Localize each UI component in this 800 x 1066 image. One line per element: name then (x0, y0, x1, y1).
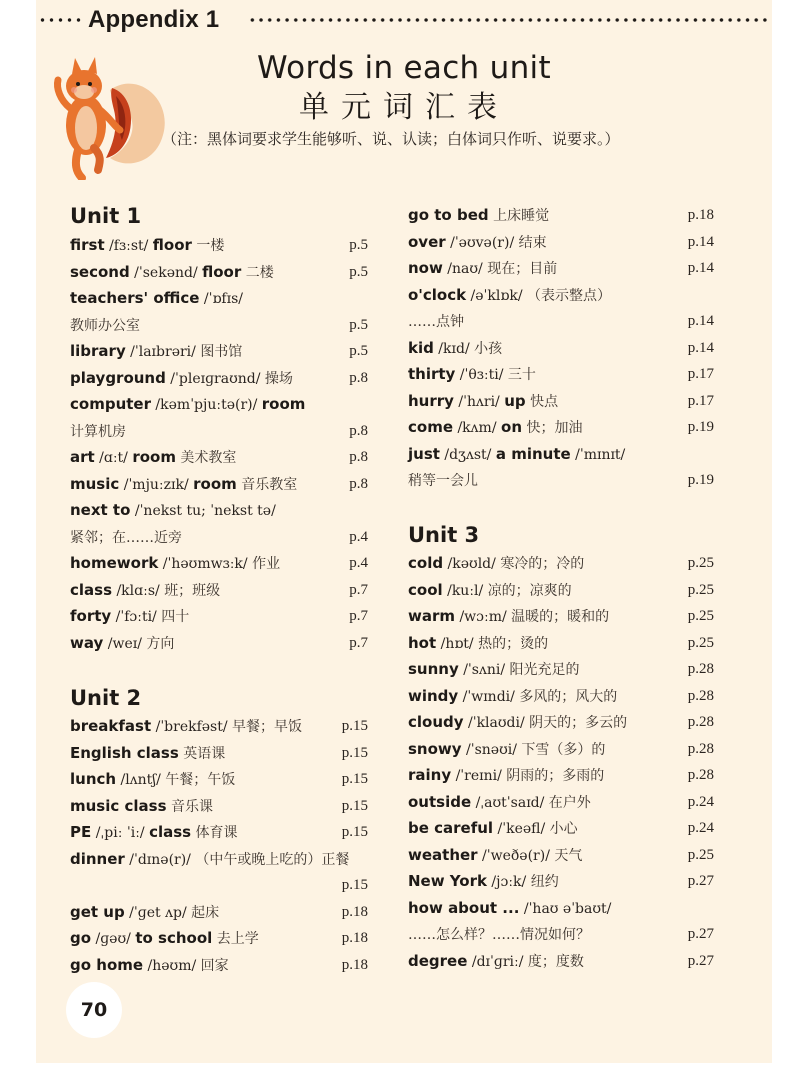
phonetic: /ˈbrekfəst/ (151, 719, 233, 735)
chinese-meaning: 纽约 (530, 874, 559, 890)
phonetic: /hɒt/ (436, 635, 479, 652)
english-word: on (501, 418, 522, 436)
vocab-entry (408, 630, 548, 656)
vocab-entry (408, 736, 605, 762)
page-reference: p.19 (687, 419, 714, 435)
phonetic: /kɪd/ (433, 340, 475, 357)
vocab-entry (70, 925, 259, 951)
english-word: forty (70, 607, 112, 625)
vocab-entry (408, 441, 625, 467)
vocab-entry (408, 388, 558, 414)
vocab-entry (70, 259, 274, 285)
chinese-meaning: 起床 (191, 904, 220, 921)
chinese-meaning: 音乐课 (166, 798, 213, 815)
phonetic: /klɑːs/ (112, 582, 165, 599)
chinese-meaning: 凉的；凉爽的 (487, 582, 572, 599)
chinese-meaning: 在户外 (548, 794, 591, 811)
english-word: a minute (495, 444, 571, 463)
vocab-entry (70, 603, 189, 629)
chinese-meaning: 稍等一会儿 (408, 473, 478, 489)
phonetic: /ˌpiː ˈiː/ (91, 825, 150, 841)
english-word: be careful (408, 819, 494, 837)
chinese-meaning: 小心 (549, 821, 578, 837)
page-reference: p.14 (687, 313, 714, 329)
page-reference: p.25 (687, 555, 714, 571)
english-word: kid (408, 338, 434, 357)
phonetic: /ˈreɪni/ (451, 768, 507, 784)
chinese-meaning: 一楼 (191, 238, 225, 254)
english-word: New York (408, 872, 487, 890)
phonetic: /ˈhʌri/ (453, 393, 505, 410)
page-reference: p.18 (341, 956, 368, 973)
page-number-badge (66, 982, 122, 1038)
chinese-title: 单元词汇表 (299, 90, 509, 125)
page-reference: p.28 (687, 687, 714, 704)
vocab-entry (70, 285, 243, 311)
phonetic: /kʌm/ (453, 420, 502, 436)
vocab-entry (408, 282, 611, 308)
phonetic: /ˈmɪnɪt/ (570, 446, 626, 463)
vocab-entry (70, 418, 126, 444)
phonetic: /lʌntʃ/ (116, 772, 166, 788)
chinese-meaning: 小孩 (474, 340, 503, 357)
phonetic: /fɜːst/ (104, 238, 153, 254)
chinese-meaning: 教师办公室 (70, 317, 140, 334)
chinese-meaning: 作业 (252, 556, 281, 572)
english-word: go (70, 929, 92, 947)
page-reference: p.7 (349, 608, 368, 624)
phonetic: /ˈsekənd/ (129, 264, 203, 281)
page-reference: p.18 (341, 903, 368, 920)
page-reference: p.15 (341, 744, 368, 761)
vocab-entry (408, 577, 572, 603)
page-reference: p.14 (687, 260, 714, 276)
chinese-meaning: 下雪（多）的 (521, 741, 606, 758)
vocab-entry (408, 709, 627, 735)
english-word: hurry (408, 391, 454, 410)
phonetic: /ˈɡet ʌp/ (124, 904, 192, 921)
english-word: lunch (70, 770, 117, 788)
english-word: snowy (408, 739, 462, 758)
vocab-entry (70, 444, 236, 470)
page-reference: p.28 (687, 767, 714, 783)
english-word: over (408, 232, 446, 251)
page-reference: p.8 (349, 422, 368, 439)
page-reference: p.5 (349, 263, 368, 280)
page-reference: p.7 (349, 634, 368, 651)
phonetic: /dʒʌst/ (439, 446, 496, 463)
english-word: homework (70, 554, 159, 572)
vocab-entry (408, 921, 590, 947)
phonetic: /kuːl/ (442, 582, 488, 599)
english-word: cloudy (408, 713, 464, 731)
dotted-rule-left (38, 17, 82, 23)
chinese-meaning: 回家 (200, 957, 229, 974)
vocab-entry (70, 577, 220, 603)
english-word: room (193, 474, 237, 493)
appendix-title: Appendix 1 (88, 6, 220, 33)
chinese-meaning: ……怎么样？……情况如何？ (408, 927, 590, 943)
english-word: warm (408, 607, 456, 625)
chinese-meaning: 操场 (264, 370, 293, 387)
page-reference: p.28 (687, 740, 714, 757)
vocab-entry (70, 793, 213, 819)
dotted-rule-right (248, 17, 770, 23)
english-word: now (408, 259, 443, 277)
english-word: playground (70, 368, 166, 387)
vocab-entry (408, 603, 609, 629)
page-reference: p.28 (687, 661, 714, 677)
page-reference: p.15 (341, 824, 368, 840)
chinese-meaning: 方向 (146, 635, 175, 652)
chinese-meaning: 四十 (161, 609, 190, 625)
vocab-entry (408, 656, 580, 682)
usage-note: （注：黑体词要求学生能够听、说、认读；白体词只作听、说要求。） (162, 130, 620, 148)
english-word: come (408, 418, 453, 436)
phonetic: /ˈpleɪɡraʊnd/ (165, 370, 265, 387)
vocab-entry (70, 846, 349, 872)
chinese-meaning: 计算机房 (70, 423, 126, 440)
vocab-entry (70, 524, 182, 550)
chinese-meaning: 阴雨的；多雨的 (506, 768, 605, 784)
vocab-entry (408, 202, 549, 228)
page-reference: p.25 (687, 608, 714, 624)
english-word: English class (70, 743, 179, 762)
vocab-entry (70, 899, 219, 925)
chinese-meaning: 紧邻；在……近旁 (70, 529, 182, 546)
page-reference: p.25 (687, 581, 714, 598)
vocab-entry (408, 683, 617, 709)
english-word: way (70, 633, 104, 652)
english-word: how about ... (408, 898, 520, 917)
phonetic: /ˈθɜːti/ (455, 367, 508, 383)
vocab-entry (408, 895, 611, 921)
unit-1-heading: Unit 1 (70, 204, 142, 228)
phonetic: /ˈmjuːzɪk/ (119, 476, 194, 493)
english-word: class (70, 580, 113, 599)
phonetic: /ˈəʊvə(r)/ (445, 234, 519, 251)
chinese-meaning: 热的；烫的 (478, 635, 549, 652)
chinese-meaning: 图书馆 (200, 344, 243, 360)
page-reference: p.27 (687, 873, 714, 889)
vocab-entry (408, 842, 582, 868)
chinese-meaning: （表示整点） (526, 287, 611, 304)
chinese-meaning: 音乐教室 (236, 476, 298, 493)
phonetic: /ˈweðə(r)/ (477, 847, 555, 864)
page-reference: p.8 (349, 475, 368, 492)
english-word: teachers' office (70, 289, 200, 307)
english-word: go to bed (408, 206, 489, 224)
chinese-meaning: 阳光充足的 (509, 662, 580, 678)
phonetic: /ˈnekst tu; ˈnekst tə/ (130, 503, 276, 519)
english-word: windy (408, 686, 459, 705)
vocab-entry (70, 365, 293, 391)
phonetic: /ˈhəʊmwɜːk/ (158, 556, 253, 572)
page-reference: p.17 (687, 392, 714, 409)
page-reference: p.18 (687, 207, 714, 223)
vocab-entry (70, 471, 297, 497)
vocab-entry (70, 952, 229, 978)
english-word: dinner (70, 849, 125, 868)
unit-3-heading: Unit 3 (408, 523, 480, 547)
page-reference: p.15 (341, 718, 368, 734)
phonetic: /dɪˈɡriː/ (467, 953, 528, 970)
chinese-meaning: 现在；目前 (487, 261, 558, 277)
phonetic: /ɑːt/ (94, 450, 133, 466)
page-reference: p.15 (341, 797, 368, 814)
phonetic: /həʊm/ (143, 957, 201, 974)
page-reference: p.18 (341, 930, 368, 946)
english-word: next to (70, 501, 131, 519)
vocab-entry (70, 391, 305, 417)
chinese-meaning: 寒冷的；冷的 (500, 556, 585, 572)
chinese-meaning: 阴天的；多云的 (529, 715, 628, 731)
page-reference: p.4 (349, 555, 368, 571)
phonetic: /ˈkeəfl/ (493, 821, 550, 837)
vocab-entry (70, 713, 302, 739)
english-word: floor (152, 236, 192, 254)
vocab-entry (70, 740, 225, 766)
english-word: sunny (408, 660, 459, 678)
phonetic: /wɔːm/ (455, 609, 512, 625)
vocab-entry (70, 338, 242, 364)
vocab-entry (408, 308, 464, 334)
page-reference: p.19 (687, 472, 714, 488)
phonetic: /jɔːk/ (486, 874, 531, 890)
page-reference: p.8 (349, 369, 368, 386)
chinese-meaning: ……点钟 (408, 314, 464, 330)
english-word: just (408, 444, 440, 463)
vocab-entry (408, 229, 547, 255)
phonetic: /ˈdɪnə(r)/ (124, 851, 196, 868)
chinese-meaning: （中午或晚上吃的）正餐 (195, 851, 350, 868)
page-reference: p.15 (341, 877, 368, 893)
chinese-meaning: 天气 (554, 847, 583, 864)
vocab-entry (408, 550, 584, 576)
page-reference: p.14 (687, 233, 714, 250)
english-word: first (70, 236, 105, 254)
phonetic: /ˈsnəʊi/ (461, 741, 522, 758)
page-reference: p.25 (687, 846, 714, 863)
page-reference: p.27 (687, 926, 714, 942)
chinese-meaning: 上床睡觉 (488, 208, 550, 224)
page-reference: p.25 (687, 634, 714, 651)
phonetic: /ˌaʊtˈsaɪd/ (471, 794, 549, 811)
english-word: room (132, 448, 176, 466)
english-word: rainy (408, 766, 452, 784)
english-word: cold (408, 554, 444, 572)
phonetic: /ˈhaʊ əˈbaʊt/ (519, 900, 612, 917)
vocab-entry (70, 766, 235, 792)
textbook-page (36, 0, 772, 1063)
vocab-entry (70, 232, 224, 258)
page-reference: p.27 (687, 952, 714, 969)
vocab-entry (408, 335, 502, 361)
page-reference: p.24 (687, 820, 714, 836)
english-word: thirty (408, 365, 456, 383)
phonetic: /ˈwɪndi/ (458, 688, 520, 705)
vocab-entry (70, 312, 140, 338)
phonetic: /ˈsʌni/ (458, 662, 510, 678)
english-word: breakfast (70, 717, 152, 735)
vocab-entry (408, 467, 478, 493)
phonetic: /kəmˈpjuːtə(r)/ (150, 397, 262, 413)
english-word: library (70, 342, 126, 360)
page-reference: p.4 (349, 528, 368, 545)
chinese-meaning: 快；加油 (522, 420, 583, 436)
english-word: second (70, 262, 130, 281)
phonetic: /ˈfɔːti/ (111, 609, 162, 625)
chinese-meaning: 早餐；早饭 (232, 719, 303, 735)
chinese-meaning: 去上学 (212, 931, 259, 947)
vocab-entry (70, 630, 174, 656)
main-title: Words in each unit (257, 50, 551, 86)
vocab-entry (70, 550, 280, 576)
english-word: get up (70, 902, 125, 921)
page-reference: p.5 (349, 237, 368, 253)
page-reference: p.5 (349, 343, 368, 359)
page-reference: p.28 (687, 714, 714, 730)
phonetic: /kəʊld/ (443, 556, 501, 572)
page-reference: p.24 (687, 793, 714, 810)
page-reference: p.7 (349, 581, 368, 598)
english-word: to school (135, 929, 213, 947)
page-reference: p.5 (349, 316, 368, 333)
english-word: PE (70, 823, 92, 841)
page-reference: p.8 (349, 449, 368, 465)
page-number: 70 (80, 999, 108, 1021)
english-word: art (70, 448, 95, 466)
phonetic: /ɡəʊ/ (91, 931, 136, 947)
chinese-meaning: 午餐；午饭 (165, 772, 236, 788)
english-word: computer (70, 395, 151, 413)
chinese-meaning: 美术教室 (175, 450, 237, 466)
english-word: music (70, 474, 120, 493)
vocab-entry (408, 255, 557, 281)
chinese-meaning: 二楼 (241, 264, 274, 281)
english-word: room (261, 395, 306, 413)
unit-2-heading: Unit 2 (70, 686, 142, 710)
vocab-entry (408, 948, 584, 974)
english-word: hot (408, 633, 437, 652)
vocab-entry (408, 815, 578, 841)
chinese-meaning: 多风的；风大的 (519, 688, 618, 705)
chinese-meaning: 度；度数 (527, 953, 584, 970)
vocab-entry (408, 789, 591, 815)
page-reference: p.17 (687, 366, 714, 382)
phonetic: /naʊ/ (442, 261, 488, 277)
phonetic: /weɪ/ (103, 635, 147, 652)
english-word: go home (70, 955, 144, 974)
english-word: o'clock (408, 285, 467, 304)
english-word: music class (70, 796, 167, 815)
chinese-meaning: 温暖的；暖和的 (511, 609, 610, 625)
page-reference: p.15 (341, 771, 368, 787)
english-word: cool (408, 580, 443, 599)
english-word: outside (408, 792, 472, 811)
chinese-meaning: 英语课 (178, 745, 226, 762)
phonetic: /ˈlaɪbrəri/ (125, 344, 201, 360)
phonetic: /ˈklaʊdi/ (463, 715, 530, 731)
vocab-entry (408, 414, 582, 440)
vocab-entry (70, 819, 238, 845)
vocab-entry (408, 762, 604, 788)
english-word: class (149, 823, 192, 841)
english-word: degree (408, 951, 468, 970)
chinese-meaning: 三十 (507, 367, 536, 383)
english-word: up (504, 391, 526, 410)
vocab-entry (70, 497, 276, 523)
chinese-meaning: 体育课 (191, 825, 238, 841)
chinese-meaning: 班；班级 (164, 582, 221, 599)
vocab-entry (408, 868, 559, 894)
chinese-meaning: 快点 (525, 393, 559, 410)
phonetic: /ˈɒfɪs/ (199, 291, 243, 307)
phonetic: /əˈklɒk/ (466, 287, 527, 304)
vocab-entry (408, 361, 536, 387)
chinese-meaning: 结束 (518, 234, 547, 251)
english-word: weather (408, 845, 478, 864)
english-word: floor (202, 262, 242, 281)
page-reference: p.14 (687, 339, 714, 356)
